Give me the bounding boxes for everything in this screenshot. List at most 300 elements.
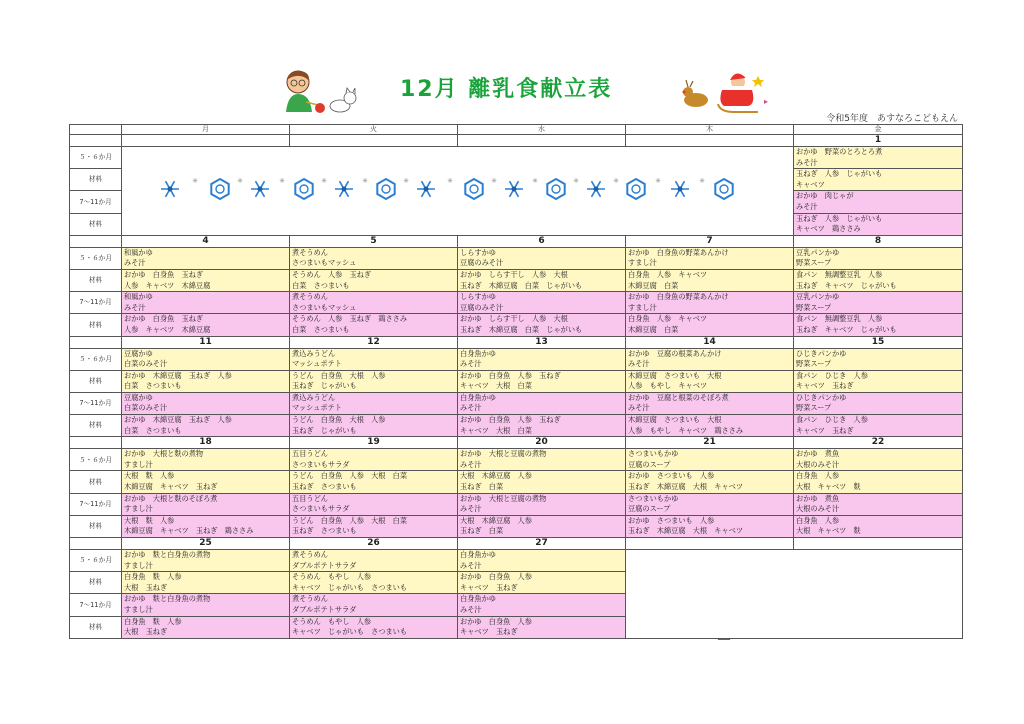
menu-line: 白身魚 麩 人参 [124, 616, 182, 626]
corner-cell [70, 125, 122, 135]
menu-line: 大根のみそ汁 [796, 459, 840, 469]
age-7-11-ingredients [290, 616, 458, 638]
menu-line: 人参 もやし キャベツ [628, 381, 708, 391]
menu-line: さつまいもかゆ [628, 493, 679, 503]
menu-line: おかゆ 大根と麩のそぼろ煮 [124, 493, 218, 503]
menu-line: キャベツ 玉ねぎ [460, 582, 518, 592]
menu-line: しらすかゆ [460, 247, 496, 257]
date-number: 25 [122, 538, 290, 550]
menu-line: 白身魚 人参 キャベツ [628, 269, 708, 279]
date-row [70, 235, 963, 247]
menu-line: 白菜 さつまいも [124, 425, 182, 435]
menu-line: おかゆ さつまいも 人参 [628, 471, 715, 481]
menu-line: みそ汁 [460, 403, 482, 413]
age-5-6-ingredients [794, 370, 963, 392]
menu-line: 五目うどん [292, 493, 328, 503]
age-7-11-menu [458, 493, 626, 515]
row-label: 材料 [70, 269, 122, 291]
menu-line: すまし汁 [628, 258, 657, 268]
age-7-11-ingredients [626, 314, 794, 336]
date-corner [70, 135, 122, 147]
menu-line: キャベツ じゃがいも さつまいも [292, 627, 408, 637]
menu-line: 木綿豆腐 キャベツ 玉ねぎ 鶏ささみ [124, 526, 254, 536]
age-5-6-ingredients [122, 471, 290, 493]
menu-line: マッシュポテト [292, 359, 342, 369]
snowflake-icon [335, 181, 353, 197]
menu-line: 和風かゆ [124, 292, 153, 302]
age-5-6-menu [794, 147, 963, 169]
menu-line: 白菜 さつまいも [124, 381, 182, 391]
age-7-11-menu [626, 292, 794, 314]
menu-line: 玉ねぎ 白菜 [460, 482, 504, 492]
row-label: ５・６か月 [70, 449, 122, 471]
menu-line: 玉ねぎ じゃがいも [292, 425, 357, 435]
menu-line: 玉ねぎ さつまいも [292, 482, 357, 492]
age-5-6-menu [458, 247, 626, 269]
date-number [290, 135, 458, 147]
age-7-11-ingredients [290, 515, 458, 537]
age-5-6-ingredients [626, 269, 794, 291]
menu-table [69, 124, 963, 639]
snowflake-icon [465, 179, 482, 199]
snowflake-icon [377, 179, 394, 199]
menu-line: うどん 白身魚 大根 人参 [292, 415, 386, 425]
date-number: 6 [458, 235, 626, 247]
snowflake-icon [295, 179, 312, 199]
age-7-11-ingredients [794, 515, 963, 537]
age-7-11-ingredients [458, 415, 626, 437]
row-label: 材料 [70, 169, 122, 191]
menu-line: 木綿豆腐 さつまいも 大根 [628, 370, 722, 380]
age-5-6-ingredients [626, 370, 794, 392]
menu-line: 食パン ひじき 人参 [796, 370, 868, 380]
menu-line: そうめん もやし 人参 [292, 572, 372, 582]
age-7-11-ingredients [122, 616, 290, 638]
menu-line: みそ汁 [460, 459, 482, 469]
menu-line: 煮そうめん [292, 550, 328, 559]
age-5-6-menu [458, 348, 626, 370]
age-7-11-ingredients [794, 213, 963, 235]
date-number: 1 [794, 135, 963, 147]
row-label: 7〜11か月 [70, 392, 122, 414]
age-7-11-menu [458, 392, 626, 414]
age-5-6-menu-row [70, 147, 963, 169]
menu-line: 食パン 無調整豆乳 人参 [796, 269, 883, 279]
menu-line: 豆腐のみそ汁 [460, 258, 504, 268]
menu-line: そうめん もやし 人参 [292, 616, 372, 626]
menu-line: 木綿豆腐 白菜 [628, 280, 679, 290]
menu-line: みそ汁 [628, 359, 650, 369]
menu-line: 大根 キャベツ 麩 [796, 482, 861, 492]
age-5-6-menu [626, 348, 794, 370]
menu-line: 白菜 さつまいも [292, 324, 350, 334]
sparkle-icon: ✳ [613, 177, 619, 185]
menu-line: キャベツ 玉ねぎ [796, 425, 854, 435]
menu-line: おかゆ 肉じゃが [796, 191, 854, 201]
menu-line: ひじきパンかゆ [796, 392, 847, 402]
menu-line: さつまいもマッシュ [292, 258, 357, 268]
age-5-6-menu [122, 348, 290, 370]
date-corner [70, 336, 122, 348]
menu-line: 玉ねぎ じゃがいも [292, 381, 357, 391]
age-5-6-ingredients-row [70, 269, 963, 291]
menu-line: 白菜のみそ汁 [124, 403, 168, 413]
date-number: 20 [458, 437, 626, 449]
menu-line: ひじきパンかゆ [796, 348, 847, 358]
date-number: 12 [290, 336, 458, 348]
age-7-11-menu [290, 292, 458, 314]
age-5-6-ingredients [626, 471, 794, 493]
menu-line: 豆腐のスープ [628, 459, 671, 469]
date-number: 8 [794, 235, 963, 247]
age-5-6-menu [290, 550, 458, 572]
menu-line: さつまいもサラダ [292, 504, 350, 514]
menu-line: 豆乳パンかゆ [796, 292, 840, 302]
sparkle-icon: ✳ [279, 177, 285, 185]
age-7-11-menu [626, 493, 794, 515]
menu-line: キャベツ 大根 白菜 [460, 381, 532, 391]
menu-line: おかゆ 白身魚の野菜あんかけ [628, 247, 729, 257]
menu-line: 白身魚かゆ [460, 392, 496, 402]
menu-line: みそ汁 [460, 504, 482, 514]
menu-line: みそ汁 [460, 560, 482, 570]
date-number: 7 [626, 235, 794, 247]
menu-line: 白菜のみそ汁 [124, 359, 168, 369]
age-7-11-ingredients [794, 314, 963, 336]
menu-line: 白身魚 人参 [796, 471, 840, 481]
snowflake-icon [161, 181, 179, 197]
menu-line: 煮そうめん [292, 594, 328, 604]
date-number: 13 [458, 336, 626, 348]
menu-line: 白身魚 人参 キャベツ [628, 314, 708, 324]
age-7-11-ingredients-row [70, 314, 963, 336]
snowflake-icon [627, 179, 644, 199]
age-5-6-ingredients [458, 471, 626, 493]
row-label: 7〜11か月 [70, 493, 122, 515]
age-7-11-ingredients [626, 515, 794, 537]
menu-line: 白菜 さつまいも [292, 280, 350, 290]
age-5-6-ingredients-row [70, 471, 963, 493]
weekday-mon: 月 [122, 125, 290, 135]
menu-line: さつまいもサラダ [292, 459, 350, 469]
menu-line: 玉ねぎ 人参 じゃがいも [796, 169, 883, 179]
age-5-6-ingredients [290, 269, 458, 291]
age-7-11-menu [290, 493, 458, 515]
age-7-11-menu [794, 292, 963, 314]
row-label: 材料 [70, 415, 122, 437]
menu-line: すまし汁 [628, 302, 657, 312]
age-5-6-ingredients [794, 269, 963, 291]
menu-line: うどん 白身魚 人参 大根 白菜 [292, 471, 408, 481]
menu-line: 人参 キャベツ 木綿豆腐 [124, 324, 211, 334]
menu-line: すまし汁 [124, 504, 153, 514]
age-5-6-ingredients [458, 269, 626, 291]
date-row [70, 538, 963, 550]
menu-line: 玉ねぎ 木綿豆腐 大根 キャベツ [628, 482, 744, 492]
row-label: 材料 [70, 370, 122, 392]
age-7-11-menu [794, 493, 963, 515]
date-number: 4 [122, 235, 290, 247]
menu-line: おかゆ 麩と白身魚の煮物 [124, 550, 211, 559]
sparkle-icon: ✳ [403, 177, 409, 185]
date-number: 14 [626, 336, 794, 348]
row-label: ５・６か月 [70, 247, 122, 269]
age-7-11-ingredients [458, 616, 626, 638]
age-5-6-ingredients [122, 370, 290, 392]
menu-line: おかゆ しらす干し 人参 大根 [460, 269, 568, 279]
age-5-6-menu [122, 247, 290, 269]
age-5-6-menu [794, 247, 963, 269]
sparkle-icon: ✳ [192, 177, 198, 185]
menu-line: おかゆ 煮魚 [796, 493, 840, 503]
menu-line: おかゆ 白身魚の野菜あんかけ [628, 292, 729, 302]
date-number [794, 538, 963, 550]
date-number [626, 135, 794, 147]
menu-line: キャベツ 大根 白菜 [460, 425, 532, 435]
menu-line: 白身魚かゆ [460, 550, 496, 559]
menu-line: キャベツ 玉ねぎ [796, 381, 854, 391]
row-label: ５・６か月 [70, 550, 122, 572]
menu-line: おかゆ 白身魚 人参 [460, 616, 532, 626]
age-5-6-menu [458, 449, 626, 471]
menu-line: 豆腐のみそ汁 [460, 302, 504, 312]
date-number: 19 [290, 437, 458, 449]
menu-line: 玉ねぎ 白菜 [460, 526, 504, 536]
sparkle-icon: ✳ [237, 177, 243, 185]
menu-line: おかゆ 豆腐の根菜あんかけ [628, 348, 722, 358]
menu-line: おかゆ 白身魚 人参 [460, 572, 532, 582]
weekday-wed: 水 [458, 125, 626, 135]
age-7-11-menu-row [70, 292, 963, 314]
sparkle-icon: ✳ [655, 177, 661, 185]
age-7-11-menu-row [70, 392, 963, 414]
menu-line: おかゆ 煮魚 [796, 449, 840, 459]
menu-line: すまし汁 [124, 459, 153, 469]
menu-line: 大根 玉ねぎ [124, 582, 168, 592]
menu-line: すまし汁 [124, 560, 153, 570]
age-5-6-menu [626, 449, 794, 471]
menu-line: さつまいもかゆ [628, 449, 679, 459]
menu-line: 五目うどん [292, 449, 328, 459]
svg-text:▸: ▸ [764, 97, 769, 106]
menu-line: 玉ねぎ さつまいも [292, 526, 357, 536]
menu-line: 煮込みうどん [292, 392, 336, 402]
date-number: 11 [122, 336, 290, 348]
weekday-tue: 火 [290, 125, 458, 135]
menu-line: 白身魚 人参 [796, 515, 840, 525]
menu-line: 人参 キャベツ 木綿豆腐 [124, 280, 211, 290]
menu-line: すまし汁 [124, 604, 153, 614]
snowflake-row [124, 147, 784, 231]
menu-line: 玉ねぎ キャベツ じゃがいも [796, 324, 897, 334]
menu-line: 野菜スープ [796, 359, 832, 369]
date-number [626, 538, 794, 550]
sparkle-icon: ✳ [362, 177, 368, 185]
menu-line: そうめん 人参 玉ねぎ [292, 269, 372, 279]
age-5-6-menu-row [70, 550, 963, 572]
date-number: 5 [290, 235, 458, 247]
snowflake-icon [505, 181, 523, 197]
date-number: 15 [794, 336, 963, 348]
age-7-11-menu [122, 493, 290, 515]
menu-line: おかゆ 白身魚 人参 玉ねぎ [460, 415, 561, 425]
menu-line: おかゆ 大根と豆腐の煮物 [460, 449, 547, 459]
menu-line: 野菜スープ [796, 302, 832, 312]
age-7-11-menu [290, 392, 458, 414]
snowflake-icon [211, 179, 228, 199]
age-5-6-menu [626, 247, 794, 269]
sparkle-icon: ✳ [699, 177, 705, 185]
menu-line: そうめん 人参 玉ねぎ 鶏ささみ [292, 314, 408, 324]
age-5-6-menu-row [70, 449, 963, 471]
weekday-fri: 金 [794, 125, 963, 135]
menu-line: 玉ねぎ 人参 じゃがいも [796, 213, 883, 223]
menu-line: 大根 玉ねぎ [124, 627, 168, 637]
sparkle-icon: ✳ [321, 177, 327, 185]
menu-line: おかゆ 白身魚 人参 玉ねぎ [460, 370, 561, 380]
menu-line: 木綿豆腐 白菜 [628, 324, 679, 334]
row-label: 材料 [70, 213, 122, 235]
menu-line: 和風かゆ [124, 247, 153, 257]
menu-line: 食パン 無調整豆乳 人参 [796, 314, 883, 324]
menu-line: おかゆ さつまいも 人参 [628, 515, 715, 525]
weekday-header-row [70, 125, 963, 135]
sparkle-icon: ✳ [447, 177, 453, 185]
menu-line: キャベツ [796, 179, 825, 189]
row-label: ５・６か月 [70, 147, 122, 169]
age-5-6-menu [458, 550, 626, 572]
menu-line: みそ汁 [796, 157, 818, 167]
date-corner [70, 235, 122, 247]
age-5-6-ingredients [122, 572, 290, 594]
age-5-6-menu [290, 247, 458, 269]
date-number: 18 [122, 437, 290, 449]
snowflake-icon [547, 179, 564, 199]
menu-line: マッシュポテト [292, 403, 342, 413]
age-7-11-menu [122, 594, 290, 616]
menu-line: 大根 木綿豆腐 人参 [460, 515, 532, 525]
page-title: 12月 離乳食献立表 [400, 77, 613, 102]
menu-line: みそ汁 [460, 604, 482, 614]
row-label: 材料 [70, 515, 122, 537]
row-label: 材料 [70, 471, 122, 493]
menu-line: みそ汁 [124, 302, 146, 312]
age-5-6-ingredients-row [70, 370, 963, 392]
menu-line: キャベツ 鶏ささみ [796, 224, 861, 234]
organization-name: 令和5年度 あすなろこどもえん [826, 114, 958, 124]
age-7-11-menu [458, 594, 626, 616]
menu-line: 白身魚 麩 人参 [124, 572, 182, 582]
age-7-11-ingredients [122, 314, 290, 336]
weekday-thu: 木 [626, 125, 794, 135]
age-5-6-ingredients [794, 169, 963, 191]
menu-line: おかゆ 大根と麩の煮物 [124, 449, 204, 459]
date-number [458, 135, 626, 147]
age-5-6-menu [290, 348, 458, 370]
date-corner [70, 437, 122, 449]
age-5-6-ingredients [122, 269, 290, 291]
age-7-11-menu [794, 392, 963, 414]
date-number: 22 [794, 437, 963, 449]
age-7-11-menu [458, 292, 626, 314]
age-5-6-menu [794, 348, 963, 370]
menu-line: おかゆ しらす干し 人参 大根 [460, 314, 568, 324]
row-label: 7〜11か月 [70, 594, 122, 616]
menu-line: おかゆ 麩と白身魚の煮物 [124, 594, 211, 604]
snowflake-icon [587, 181, 605, 197]
menu-line: 白身魚かゆ [460, 594, 496, 604]
age-7-11-menu [290, 594, 458, 616]
age-5-6-ingredients [794, 471, 963, 493]
menu-line: おかゆ 木綿豆腐 玉ねぎ 人参 [124, 415, 232, 425]
menu-line: キャベツ じゃがいも さつまいも [292, 582, 408, 592]
menu-line: 豆腐のスープ [628, 504, 671, 514]
menu-line: 野菜スープ [796, 258, 832, 268]
date-number: 21 [626, 437, 794, 449]
age-7-11-menu [122, 292, 290, 314]
menu-line: 玉ねぎ 木綿豆腐 白菜 じゃがいも [460, 324, 583, 334]
date-row [70, 336, 963, 348]
menu-line: 食パン ひじき 人参 [796, 415, 868, 425]
menu-line: 大根 麩 人参 [124, 471, 175, 481]
menu-line: 大根 麩 人参 [124, 515, 175, 525]
age-7-11-ingredients-row [70, 515, 963, 537]
santa-sleigh-illustration [678, 68, 770, 116]
menu-line: ダブルポテトサラダ [292, 604, 357, 614]
menu-line: 大根のみそ汁 [796, 504, 840, 514]
menu-line: 野菜スープ [796, 403, 832, 413]
menu-line: 人参 もやし キャベツ 鶏ささみ [628, 425, 744, 435]
snowflake-icon [671, 181, 689, 197]
date-number [122, 135, 290, 147]
age-5-6-menu-row [70, 348, 963, 370]
menu-line: 大根 キャベツ 麩 [796, 526, 861, 536]
sparkle-icon: ✳ [532, 177, 538, 185]
age-5-6-ingredients [290, 471, 458, 493]
menu-line: 玉ねぎ 木綿豆腐 白菜 じゃがいも [460, 280, 583, 290]
age-5-6-ingredients [458, 370, 626, 392]
age-7-11-menu [122, 392, 290, 414]
age-7-11-ingredients [794, 415, 963, 437]
date-corner [70, 538, 122, 550]
menu-line: 玉ねぎ キャベツ じゃがいも [796, 280, 897, 290]
age-7-11-menu-row [70, 493, 963, 515]
menu-line: 豆乳パンかゆ [796, 247, 840, 257]
age-5-6-ingredients [290, 370, 458, 392]
menu-line: おかゆ 白身魚 玉ねぎ [124, 314, 204, 324]
menu-line: ダブルポテトサラダ [292, 560, 357, 570]
illustration-area [626, 550, 963, 639]
menu-line: おかゆ 豆腐と根菜のそぼろ煮 [628, 392, 729, 402]
date-number: 26 [290, 538, 458, 550]
menu-line: 煮そうめん [292, 292, 328, 302]
age-5-6-menu [122, 550, 290, 572]
age-5-6-menu [122, 449, 290, 471]
age-7-11-ingredients-row [70, 415, 963, 437]
menu-line: うどん 白身魚 人参 大根 白菜 [292, 515, 408, 525]
menu-line: おかゆ 木綿豆腐 玉ねぎ 人参 [124, 370, 232, 380]
menu-line: キャベツ 玉ねぎ [460, 627, 518, 637]
menu-line: しらすかゆ [460, 292, 496, 302]
menu-line: 木綿豆腐 さつまいも 大根 [628, 415, 722, 425]
age-7-11-ingredients [458, 515, 626, 537]
row-label: 材料 [70, 616, 122, 638]
age-5-6-menu-row [70, 247, 963, 269]
age-7-11-ingredients [122, 515, 290, 537]
age-7-11-menu [626, 392, 794, 414]
menu-line: 豆腐かゆ [124, 392, 153, 402]
age-7-11-menu [794, 191, 963, 213]
